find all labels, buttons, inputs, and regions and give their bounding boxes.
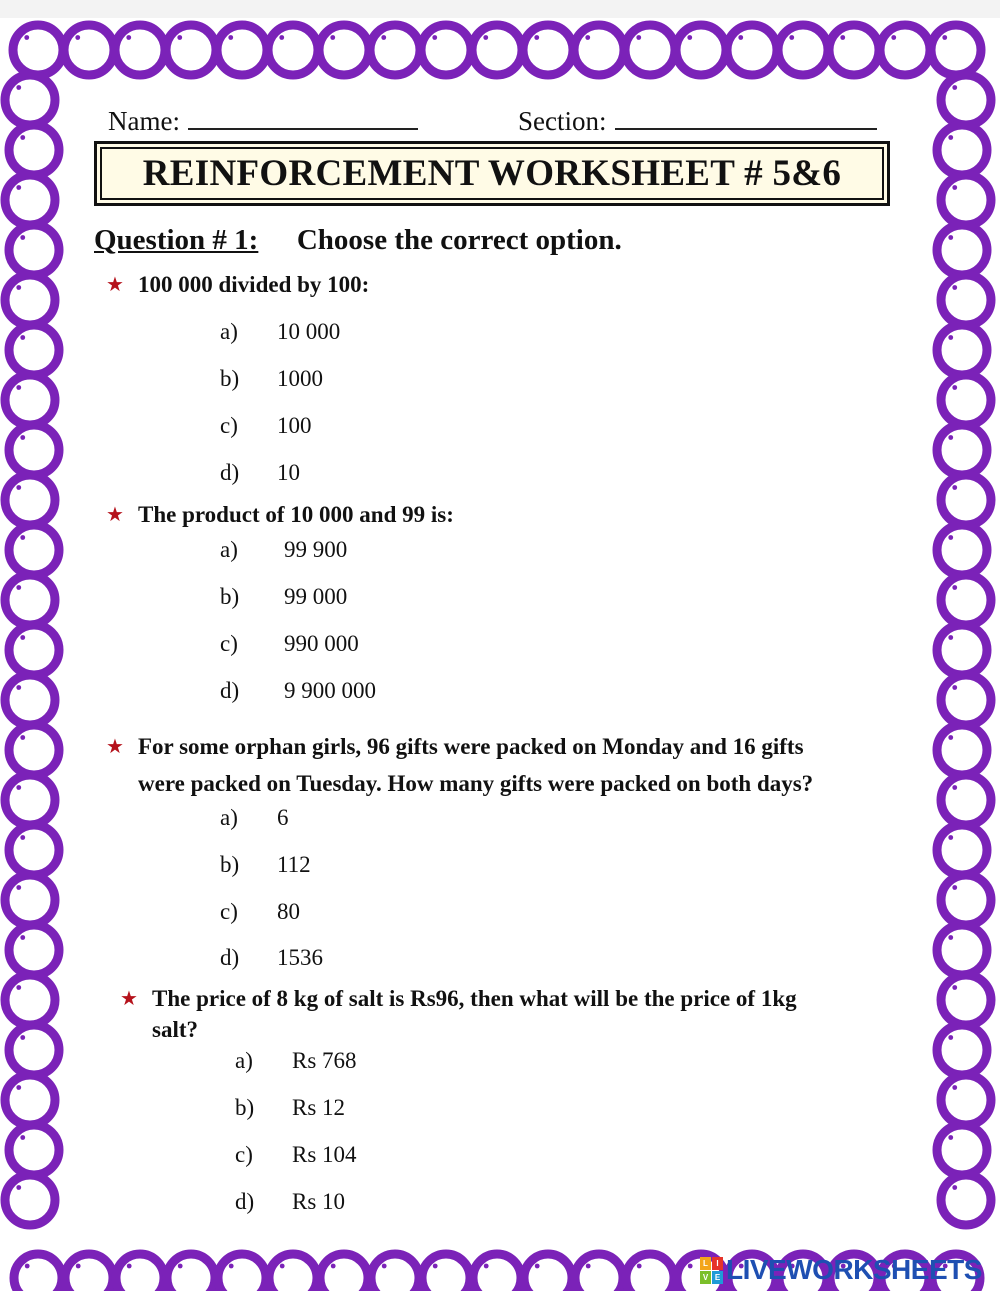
border-ring-dot: [279, 35, 284, 40]
border-ring-dot: [127, 1264, 132, 1269]
border-ring-dot: [948, 335, 953, 340]
border-ring-dot: [637, 1264, 642, 1269]
option-c[interactable]: c) Rs 104: [235, 1142, 357, 1167]
border-ring-dot: [20, 735, 25, 740]
border-ring-dot: [484, 1264, 489, 1269]
border-ring: [941, 475, 991, 525]
border-ring-dot: [20, 1035, 25, 1040]
option-b[interactable]: b) 1000: [220, 366, 323, 391]
border-ring-dot: [952, 885, 957, 890]
border-ring-dot: [948, 435, 953, 440]
border-ring-dot: [16, 485, 21, 490]
border-ring-dot: [16, 385, 21, 390]
border-ring: [218, 1254, 266, 1291]
border-ring: [5, 475, 55, 525]
question-item: [106, 734, 124, 759]
option-b[interactable]: b) 112: [220, 852, 311, 877]
border-ring: [9, 1125, 59, 1175]
border-ring-dot: [948, 935, 953, 940]
border-ring-dot: [636, 35, 641, 40]
border-ring: [941, 675, 991, 725]
border-ring-dot: [16, 85, 21, 90]
border-ring: [937, 1025, 987, 1075]
star-icon: ★: [106, 736, 124, 758]
border-ring: [931, 25, 981, 75]
border-ring-dot: [585, 35, 590, 40]
border-ring: [422, 1254, 470, 1291]
question-text: The product of 10 000 and 99 is:: [138, 502, 454, 527]
border-ring: [676, 25, 726, 75]
border-ring: [320, 1254, 368, 1291]
border-ring-dot: [229, 1264, 234, 1269]
border-ring-dot: [20, 835, 25, 840]
name-label: Name:: [108, 106, 180, 136]
border-ring: [9, 925, 59, 975]
border-ring: [472, 25, 522, 75]
border-ring-dot: [381, 35, 386, 40]
star-icon: ★: [120, 988, 138, 1010]
option-d[interactable]: d) 10: [220, 460, 300, 485]
border-ring: [937, 325, 987, 375]
border-ring-dot: [738, 35, 743, 40]
question-heading: [94, 224, 622, 257]
border-ring-dot: [952, 285, 957, 290]
border-ring-dot: [952, 585, 957, 590]
border-ring: [269, 1254, 317, 1291]
border-ring: [5, 675, 55, 725]
question-text-line-1: The price of 8 kg of salt is Rs96, then what will be the price of 1kg: [152, 986, 797, 1011]
border-ring: [5, 575, 55, 625]
border-ring-dot: [331, 1264, 336, 1269]
question-item: [106, 502, 124, 527]
border-ring-dot: [952, 385, 957, 390]
border-ring: [473, 1254, 521, 1291]
name-field[interactable]: [108, 106, 418, 137]
border-ring-dot: [432, 35, 437, 40]
border-ring: [941, 575, 991, 625]
border-ring: [941, 275, 991, 325]
border-ring: [941, 375, 991, 425]
border-ring-dot: [20, 635, 25, 640]
question-number: Question # 1:: [94, 224, 259, 256]
border-ring-dot: [24, 35, 29, 40]
border-ring-dot: [16, 585, 21, 590]
border-ring: [9, 625, 59, 675]
star-icon: ★: [106, 504, 124, 526]
border-ring-dot: [789, 35, 794, 40]
border-ring: [370, 25, 420, 75]
border-ring: [829, 25, 879, 75]
border-ring: [5, 975, 55, 1025]
question-instruction: Choose the correct option.: [296, 224, 622, 256]
liveworksheets-wordmark: LIVEWORKSHEETS: [726, 1254, 982, 1285]
border-ring: [9, 725, 59, 775]
border-ring-dot: [948, 635, 953, 640]
border-ring-dot: [20, 135, 25, 140]
border-ring-dot: [534, 35, 539, 40]
border-ring-dot: [20, 335, 25, 340]
border-ring-dot: [687, 35, 692, 40]
border-ring: [524, 1254, 572, 1291]
border-ring: [5, 275, 55, 325]
border-ring-dot: [840, 35, 845, 40]
border-ring-dot: [952, 485, 957, 490]
border-ring-dot: [952, 85, 957, 90]
border-ring: [115, 25, 165, 75]
border-ring: [937, 525, 987, 575]
border-ring: [937, 225, 987, 275]
border-ring: [626, 1254, 674, 1291]
border-ring: [727, 25, 777, 75]
border-ring-dot: [948, 735, 953, 740]
option-a[interactable]: a) 6: [220, 805, 289, 830]
border-ring: [941, 875, 991, 925]
border-ring-dot: [16, 885, 21, 890]
border-ring-dot: [952, 985, 957, 990]
border-ring: [5, 175, 55, 225]
border-ring-dot: [20, 935, 25, 940]
border-ring: [116, 1254, 164, 1291]
border-ring-dot: [948, 835, 953, 840]
border-ring: [937, 825, 987, 875]
border-ring-dot: [586, 1264, 591, 1269]
border-ring: [9, 225, 59, 275]
option-b[interactable]: b) Rs 12: [235, 1095, 346, 1120]
question-text-line-1: For some orphan girls, 96 gifts were packed on Monday and 16 gifts: [138, 734, 804, 759]
border-ring-dot: [20, 435, 25, 440]
border-ring: [167, 1254, 215, 1291]
name-blank-line[interactable]: [188, 106, 418, 130]
question-text-line-2: were packed on Tuesday. How many gifts were packed on both days?: [138, 771, 814, 796]
border-ring-dot: [20, 1135, 25, 1140]
border-ring-dot: [952, 1085, 957, 1090]
border-ring-dot: [177, 35, 182, 40]
option-c[interactable]: c) 100: [220, 413, 312, 438]
option-d[interactable]: d) 1536: [220, 945, 323, 970]
border-ring: [268, 25, 318, 75]
liveworksheets-mark-icon: L I V E: [700, 1257, 723, 1284]
border-ring: [574, 25, 624, 75]
border-ring-dot: [948, 135, 953, 140]
border-ring: [941, 1175, 991, 1225]
section-blank-line[interactable]: [615, 106, 877, 130]
border-ring-dot: [688, 1264, 693, 1269]
border-ring: [937, 125, 987, 175]
border-ring: [9, 825, 59, 875]
border-ring: [941, 975, 991, 1025]
border-ring-dot: [891, 35, 896, 40]
border-ring: [778, 25, 828, 75]
border-ring-dot: [16, 985, 21, 990]
border-ring: [166, 25, 216, 75]
border-ring: [421, 25, 471, 75]
border-ring: [937, 925, 987, 975]
border-ring: [9, 325, 59, 375]
border-ring-dot: [948, 235, 953, 240]
border-ring-dot: [16, 185, 21, 190]
border-ring: [9, 1025, 59, 1075]
border-ring-dot: [126, 35, 131, 40]
border-ring: [64, 25, 114, 75]
question-text: 100 000 divided by 100:: [138, 272, 370, 297]
border-ring: [937, 1125, 987, 1175]
option-a[interactable]: a) Rs 768: [235, 1048, 357, 1073]
option-a[interactable]: a) 10 000: [220, 319, 341, 344]
question-item: [106, 272, 124, 297]
border-ring: [937, 425, 987, 475]
border-ring: [880, 25, 930, 75]
option-c[interactable]: c) 990 000: [220, 631, 359, 656]
border-ring-dot: [20, 535, 25, 540]
worksheet-title: REINFORCEMENT WORKSHEET # 5&6: [100, 147, 884, 200]
border-ring-dot: [75, 35, 80, 40]
border-ring-dot: [16, 285, 21, 290]
border-ring: [5, 775, 55, 825]
option-c[interactable]: c) 80: [220, 899, 300, 924]
border-ring: [13, 25, 63, 75]
border-ring-dot: [948, 535, 953, 540]
border-ring: [937, 725, 987, 775]
border-ring: [5, 375, 55, 425]
border-ring: [65, 1254, 113, 1291]
border-ring-dot: [16, 1185, 21, 1190]
option-b[interactable]: b) 99 000: [220, 584, 348, 609]
border-ring: [941, 175, 991, 225]
border-ring-dot: [25, 1264, 30, 1269]
border-ring-dot: [535, 1264, 540, 1269]
title-box: [94, 141, 890, 206]
border-ring-dot: [952, 685, 957, 690]
section-field[interactable]: [518, 106, 877, 137]
border-ring: [319, 25, 369, 75]
border-ring-dot: [76, 1264, 81, 1269]
question-item: [120, 986, 138, 1011]
border-ring: [625, 25, 675, 75]
border-ring-dot: [948, 1035, 953, 1040]
question-text-line-2: salt?: [152, 1017, 198, 1042]
border-ring-dot: [20, 235, 25, 240]
border-ring: [371, 1254, 419, 1291]
section-label: Section:: [518, 106, 607, 136]
border-ring-dot: [16, 685, 21, 690]
option-d[interactable]: d) Rs 10: [235, 1189, 346, 1214]
border-ring: [941, 1075, 991, 1125]
border-ring-dot: [330, 35, 335, 40]
border-ring: [14, 1254, 62, 1291]
border-ring-dot: [433, 1264, 438, 1269]
star-icon: ★: [106, 274, 124, 296]
option-d[interactable]: d) 9 900 000: [220, 678, 376, 703]
liveworksheets-logo: [700, 1255, 982, 1285]
border-ring-dot: [952, 785, 957, 790]
border-ring: [523, 25, 573, 75]
border-ring-dot: [16, 1085, 21, 1090]
border-ring-dot: [483, 35, 488, 40]
border-ring: [5, 75, 55, 125]
border-ring-dot: [948, 1135, 953, 1140]
border-ring: [217, 25, 267, 75]
border-ring-dot: [952, 185, 957, 190]
border-ring: [575, 1254, 623, 1291]
border-ring-dot: [942, 35, 947, 40]
border-ring-dot: [280, 1264, 285, 1269]
border-ring-dot: [382, 1264, 387, 1269]
border-ring: [5, 1075, 55, 1125]
border-ring-dot: [16, 785, 21, 790]
border-ring: [5, 875, 55, 925]
border-ring-dot: [952, 1185, 957, 1190]
border-ring: [941, 75, 991, 125]
border-ring: [9, 125, 59, 175]
option-a[interactable]: a) 99 900: [220, 537, 348, 562]
border-ring: [9, 425, 59, 475]
border-ring: [941, 775, 991, 825]
border-ring-dot: [178, 1264, 183, 1269]
border-ring: [937, 625, 987, 675]
border-ring-dot: [228, 35, 233, 40]
border-ring: [5, 1175, 55, 1225]
border-ring: [9, 525, 59, 575]
